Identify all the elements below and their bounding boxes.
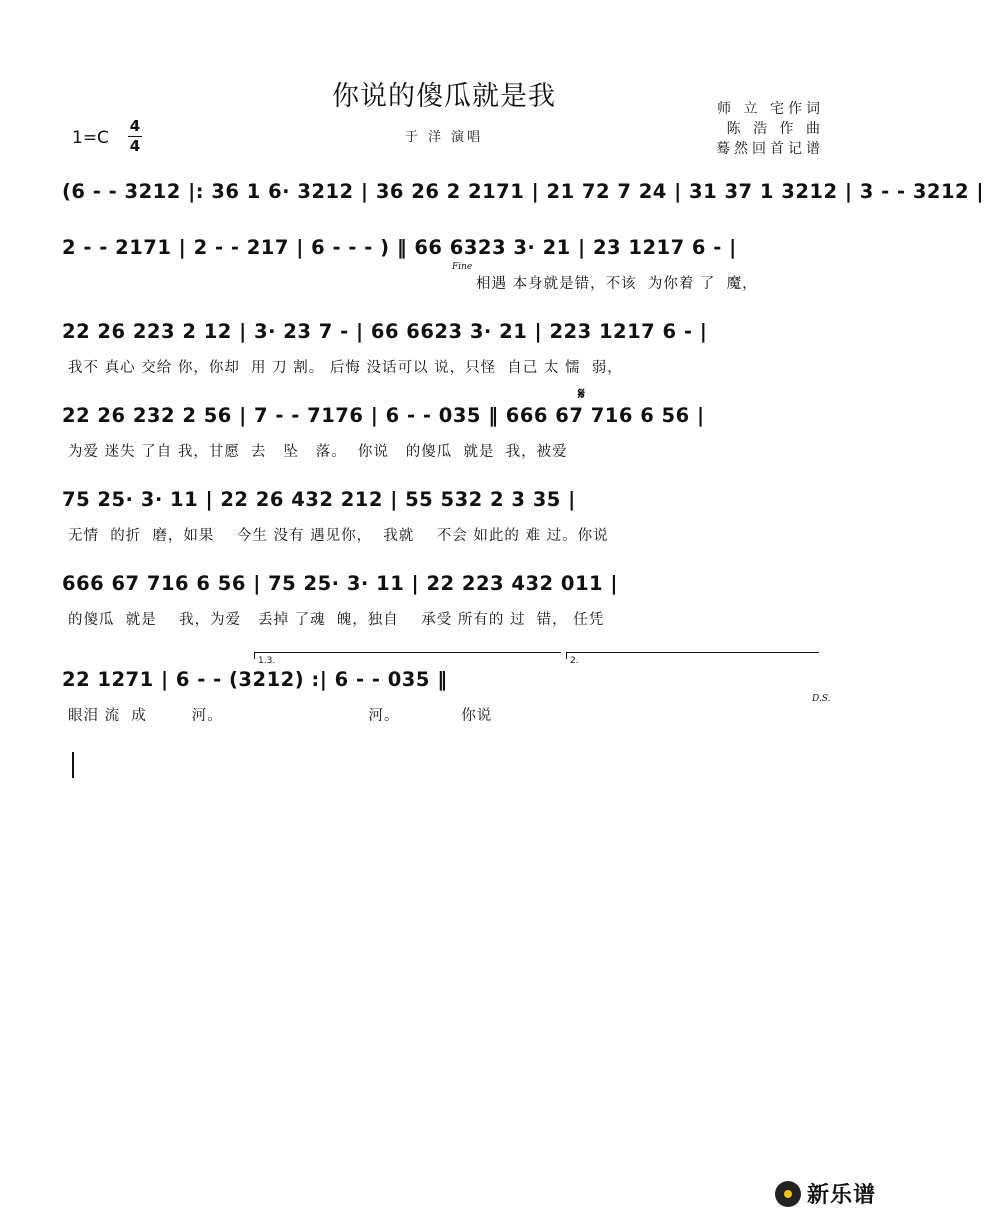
key-signature: 1=C xyxy=(72,128,109,148)
volta-label-1: 1.3. xyxy=(258,656,276,666)
empty-system-barline xyxy=(72,752,74,778)
lyrics-line-4: 为爱 迷失 了自 我，甘愿 去 坠 落。 你说 的傻瓜 就是 我，被爱 xyxy=(68,444,568,460)
lyrics-line-5: 无情 的折 磨，如果 今生 没有 遇见你， 我就 不会 如此的 难 过。你说 xyxy=(68,528,609,544)
singer-credit: 于 洋 演唱 xyxy=(404,130,484,145)
record-disc-icon xyxy=(775,1181,801,1207)
lyrics-line-3: 我不 真心 交给 你，你却 用 刀 割。 后悔 没话可以 说，只怪 自己 太 懦 弱， xyxy=(68,360,623,376)
composer-credit: 陈 浩 作 曲 xyxy=(726,121,824,137)
notation-line-6: 666 67 716 6 56 | 75 25· 3· 11 | 22 223 432 011 | xyxy=(62,572,618,595)
notation-line-2: 2 - - 2171 | 2 - - 217 | 6 - - - ) ‖ 66 6323 3· 21 | 23 1217 6 - | xyxy=(62,236,737,259)
lyricist-credit: 师 立 宅作词 xyxy=(717,101,824,117)
lyrics-line-7: 眼泪 流 成 河。 河。 你说 xyxy=(68,708,493,724)
song-title: 你说的傻瓜就是我 xyxy=(332,81,556,112)
lyrics-line-6: 的傻瓜 就是 我，为爱 丢掉 了魂 魄，独自 承受 所有的 过 错， 任凭 xyxy=(68,612,605,628)
notation-line-5: 75 25· 3· 11 | 22 26 432 212 | 55 532 2 3 35 | xyxy=(62,488,576,511)
volta-bracket-2 xyxy=(566,652,819,659)
time-signature-top: 4 xyxy=(129,117,141,135)
notation-line-3: 22 26 223 2 12 | 3· 23 7 - | 66 6623 3· 21 | 223 1217 6 - | xyxy=(62,320,708,343)
transcriber-credit: 蓦然回首记谱 xyxy=(716,141,824,157)
time-signature-bottom: 4 xyxy=(129,137,141,155)
ds-marker: D.S. xyxy=(812,694,831,704)
lyrics-line-2: 相遇 本身就是错，不该 为你着 了 魔， xyxy=(476,276,758,292)
notation-line-4: 22 26 232 2 56 | 7 - - 7176 | 6 - - 035 ‖ 666 67 716 6 56 | xyxy=(62,404,705,427)
logo-text: 新乐谱 xyxy=(806,1183,876,1208)
segno-sign: 𝄋 xyxy=(578,384,585,403)
notation-line-7: 22 1271 | 6 - - (3212) :| 6 - - 035 ‖ xyxy=(62,668,448,691)
volta-label-2: 2. xyxy=(570,656,579,666)
time-signature xyxy=(128,117,142,156)
volta-bracket-1 xyxy=(254,652,561,659)
site-logo xyxy=(775,1178,876,1209)
notation-line-1: (6 - - 3212 |: 36 1 6· 3212 | 36 26 2 2171 | 21 72 7 24 | 31 37 1 3212 | 3 - - 3212 | xyxy=(62,180,984,203)
fine-marker: Fine xyxy=(452,262,473,272)
